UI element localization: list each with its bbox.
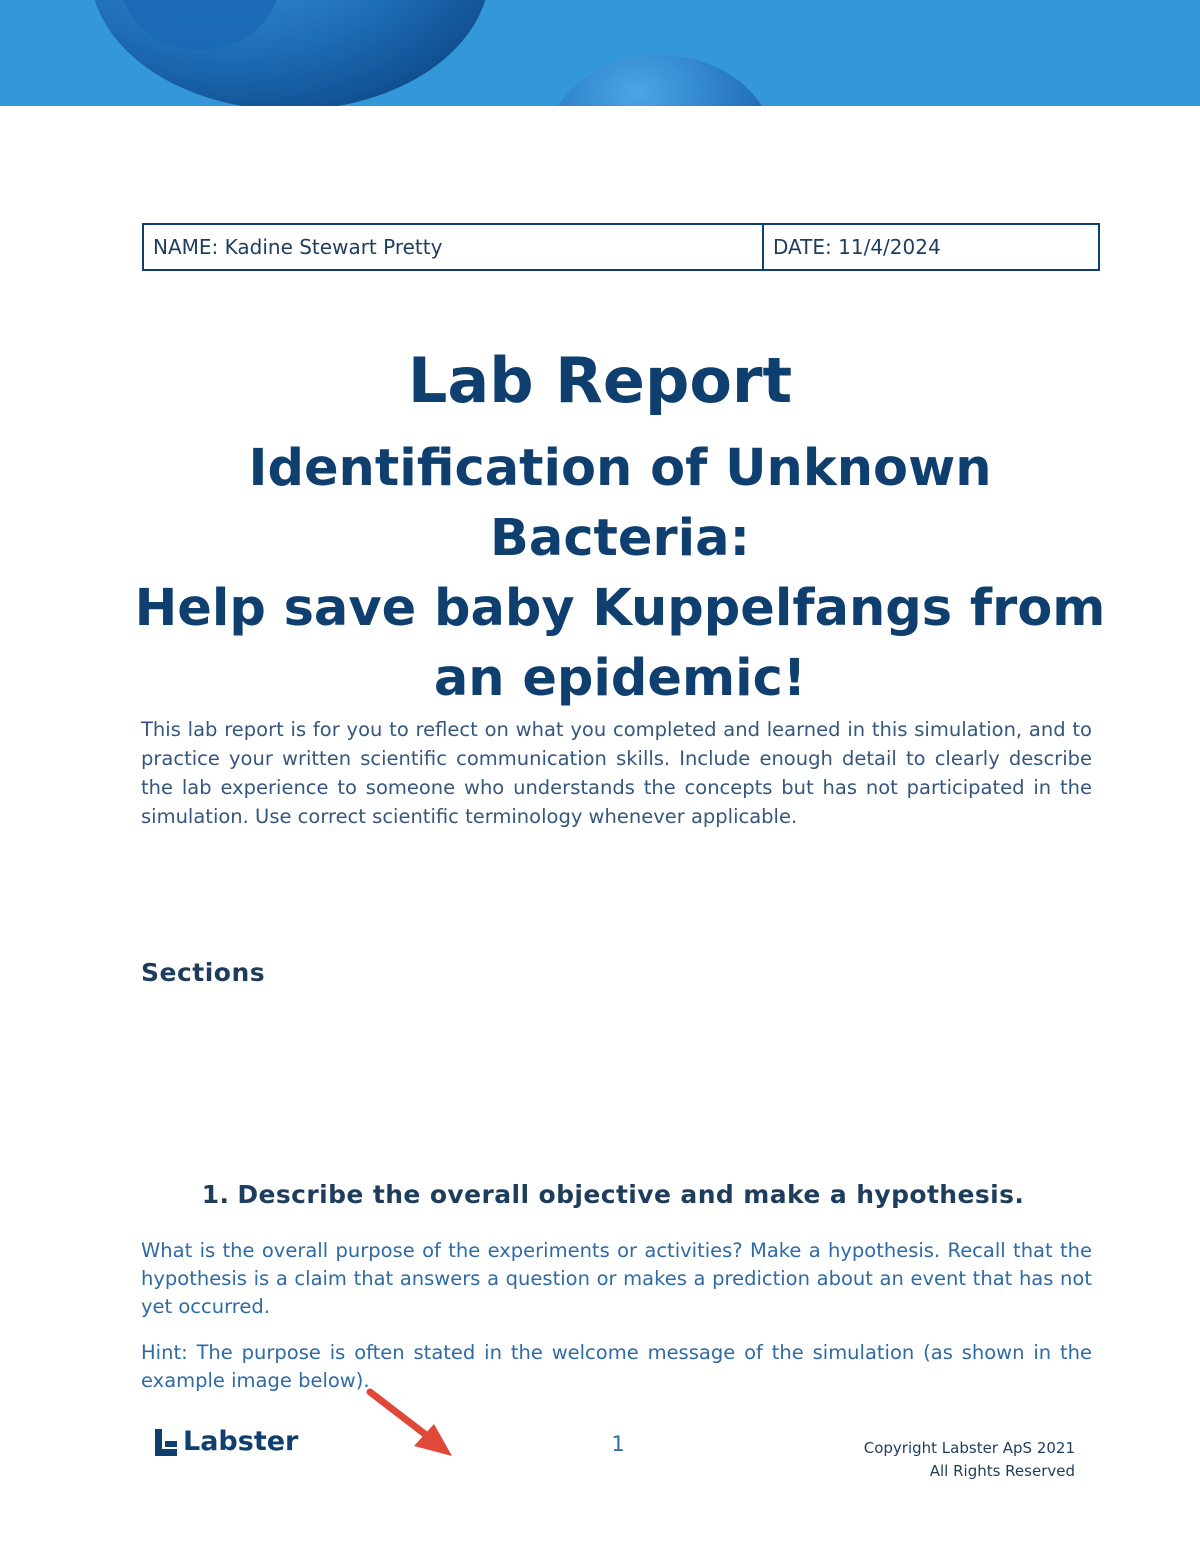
labster-logo-text: Labster <box>183 1426 299 1457</box>
labster-logo <box>153 1426 298 1457</box>
subtitle-line-2: Help save baby Kuppelfangs from <box>134 579 1106 638</box>
question-1-heading <box>0 1180 1200 1209</box>
red-arrow-icon <box>362 1388 462 1467</box>
page-title: Lab Report <box>407 344 793 417</box>
question-1-body: What is the overall purpose of the experiments or activities? Make a hypothesis. Recall that the hypothesis is a claim that answers a question or makes a prediction about an event that has not yet occurred. <box>141 1239 1092 1318</box>
intro-paragraph: This lab report is for you to reflect on what you completed and learned in this simulation, and to practice your written scientific communication skills. Include enough detail to clearly describe the lab experience to someone who understands the concepts but has not participated in the simulation. Use correct scientific terminology whenever applicable. <box>141 718 1092 828</box>
copyright-notice <box>864 1437 1075 1483</box>
subtitle-line-3: an epidemic! <box>433 649 807 708</box>
labster-logo-icon <box>153 1427 179 1457</box>
question-1-number: 1. <box>201 1180 230 1209</box>
copyright-line-1: Copyright Labster ApS 2021 <box>863 1439 1075 1457</box>
student-info-table <box>142 223 1100 271</box>
copyright-line-2: All Rights Reserved <box>929 1462 1075 1480</box>
header-banner <box>0 0 1200 106</box>
page-number: 1 <box>611 1432 625 1456</box>
question-1-title: Describe the overall objective and make a hypothesis. <box>237 1180 1025 1209</box>
student-name-field[interactable]: NAME: Kadine Stewart Pretty <box>144 225 764 269</box>
date-field[interactable]: DATE: 11/4/2024 <box>773 235 941 259</box>
page-subtitle <box>130 434 1110 714</box>
subtitle-line-1: Identification of Unknown Bacteria: <box>248 439 992 568</box>
sections-heading: Sections <box>141 958 266 987</box>
question-1-hint: Hint: The purpose is often stated in the welcome message of the simulation (as shown in the example image below). <box>141 1341 1092 1392</box>
